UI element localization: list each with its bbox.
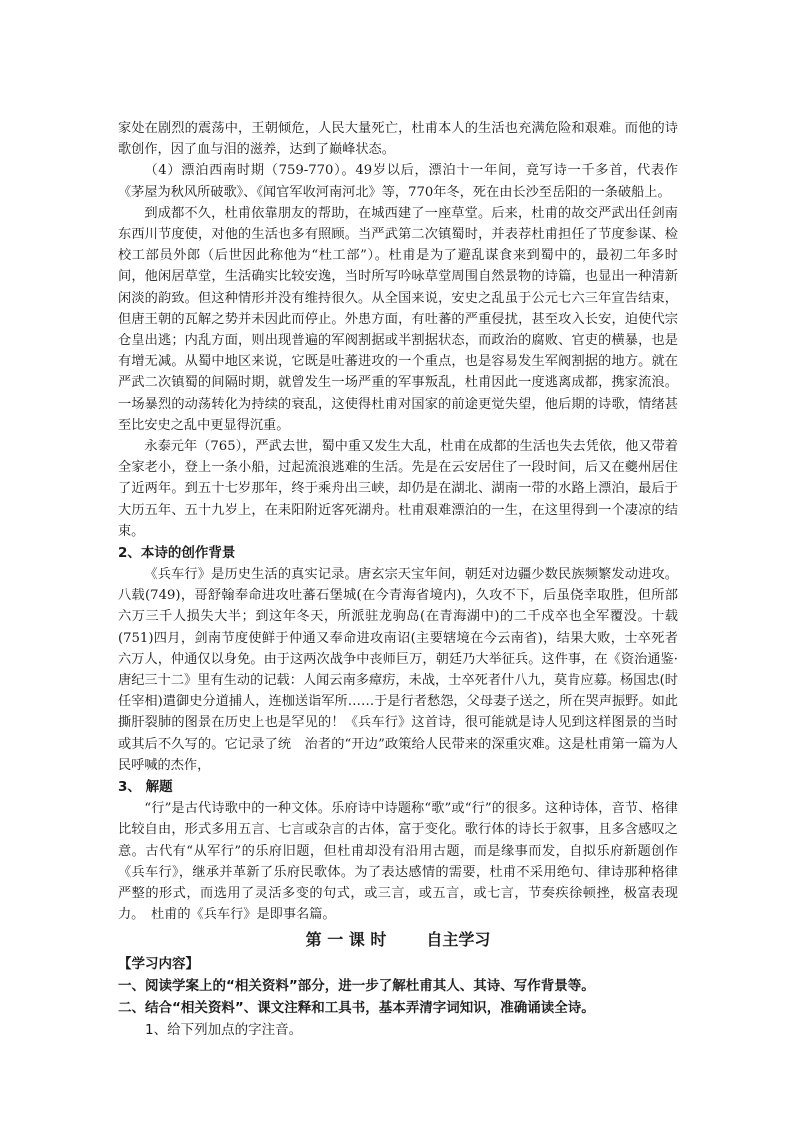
background-heading: 2、本诗的创作背景 [118, 545, 236, 562]
yongtai-paragraph: 永泰元年（765），严武去世，蜀中重又发生大乱，杜甫在成都的生活也失去凭依，他又带着全家老小，登上一条小船，过起流浪逃难的生活。先是在云安居住了一段时间，后又在夔州居住了近两年。到五十七岁那年，终于乘舟出三峡，却仍是在湖北、湖南一带的水路上漂泊，最后于大历五年、五十九岁上，在耒阳附近客死湖舟。杜甫艰难漂泊的一生，在这里得到一个凄凉的结束。 [118, 439, 678, 539]
chengdu-paragraph: 到成都不久，杜甫依靠朋友的帮助，在城西建了一座草堂。后来，杜甫的故交严武出任剑南东西川节度使，对他的生活也多有照顾。当严武第二次镇蜀时，并表荐杜甫担任了节度参谋、检校工部员外郎（后世因此称他为“杜工部”）。杜甫是为了避乱谋食来到蜀中的，最初二年多时间，他闲居草堂，生活确实比较安逸，当时所写吟咏草堂周围自然景物的诗篇，也显出一种清新闲淡的韵致。但这种情形并没有维持很久。从全国来说，安史之乱虽于公元七六三年宣告结束，但唐王朝的瓦解之势并未因此而停止。外患方面，有吐蕃的严重侵扰，甚至攻入长安，迫使代宗仓皇出逃；内乱方面，则出现普遍的军阀割据或半割据状态，而政治的腐败、官吏的横暴，也是有增无减。从蜀中地区来说，它既是吐蕃进攻的一个重点，也是容易发生军阀割据的地方。就在严武二次镇蜀的间隔时期，就曾发生一场严重的军事叛乱，杜甫因此一度逃离成都，携家流浪。一场暴烈的动荡转化为持续的衰乱，这使得杜甫对国家的前途更觉失望，他后期的诗歌，情绪甚至比安史之乱中更显得沉重。 [118, 205, 678, 433]
task-2-subitem: 1、给下列加点的字注音。 [145, 1022, 303, 1039]
document-body [118, 118, 678, 1041]
lesson-title [118, 927, 678, 953]
lesson-label: 第 一 课 时 [305, 930, 387, 950]
title-explanation-paragraph: “行”是古代诗歌中的一种文体。乐府诗中诗题称“歌”或“行”的很多。这种诗体，音节、格律比较自由，形式多用五言、七言或杂言的古体，富于变化。歌行体的诗长于叙事，且多含感叹之意。古代有“从军行”的乐府旧题，但杜甫却没有沿用古题，而是缘事而发，自拟乐府新题创作《兵车行》，继承并革新了乐府民歌体。为了表达感情的需要，杜甫不采用绝句、律诗那种格律严整的形式，而选用了灵活多变的句式，或三言，或五言，或七言，节奏疾徐顿挫，极富表现力。 杜甫的《兵车行》是即事名篇。 [118, 801, 678, 923]
study-content-label: 【学习内容】 [118, 956, 199, 973]
intro-paragraph: 家处在剧烈的震荡中，王朝倾危，人民大量死亡，杜甫本人的生活也充满危险和艰难。而他的诗歌创作，因了血与泪的滋养，达到了巅峰状态。 [118, 121, 678, 158]
lesson-mode: 自主学习 [426, 930, 491, 950]
task-2: 二、结合“相关资料”、课文注释和工具书，基本弄清字词知识，准确诵读全诗。 [118, 1000, 595, 1017]
background-paragraph: 《兵车行》是历史生活的真实记录。唐玄宗天宝年间，朝廷对边疆少数民族频繁发动进攻。八载(749)，哥舒翰奉命进攻吐蕃石堡城(在今青海省境内)，久攻不下，后虽侥幸取胜，但所部六万三千人损失大半；到这年冬天，所派驻龙驹岛(在青海湖中)的二千戍卒也全军覆没。十载(751)四月，剑南节度使鲜于仲通又奉命进攻南诏(主要辖境在今云南省)，结果大败，士卒死者六万人，仲通仅以身免。由于这两次战争中丧师巨万，朝廷乃大举征兵。这件事，在《资治通鉴·唐纪三十二》里有生动的记载：人闻云南多瘴疠，未战，士卒死者什八九，莫肯应募。杨国忠(时任宰相)遣御史分道捕人，连枷送诣军所……于是行者愁怨，父母妻子送之，所在哭声振野。如此撕肝裂肺的图景在历史上也是罕见的！《兵车行》这首诗，很可能就是诗人见到这样图景的当时或其后不久写的。它记录了统 治者的“开边”政策给人民带来的深重灾难。这是杜甫第一篇为人民呼喊的杰作， [118, 567, 678, 773]
task-1: 一、阅读学案上的“相关资料”部分，进一步了解杜甫其人、其诗、写作背景等。 [118, 978, 595, 995]
title-explanation-heading: 3、 解题 [118, 779, 173, 796]
period-4-paragraph: （4）漂泊西南时期（759-770）。49岁以后，漂泊十一年间，竟写诗一千多首，代表作《茅屋为秋风所破歌》、《闻官军收河南河北》等，770年冬，死在由长沙至岳阳的一条破船上。 [118, 163, 678, 200]
